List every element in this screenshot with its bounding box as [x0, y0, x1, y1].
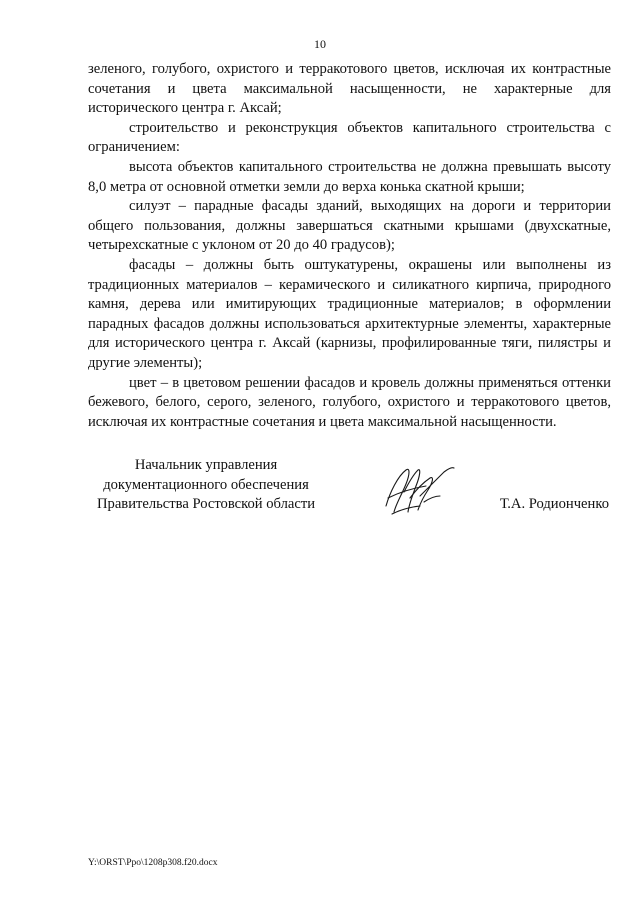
paragraph-silhouette: силуэт – парадные фасады зданий, выходящих на дороги и территории общего пользования, должны завершаться скатными крышами (двухскатные, четырехскатные с уклоном от 20 до 40 градусов); [88, 198, 611, 254]
signatory-title-line: документационного обеспечения [103, 476, 309, 493]
paragraph-construction: строительство и реконструкция объектов капитального строительства с ограничением: [88, 119, 611, 156]
handwritten-signature [380, 462, 456, 520]
signatory-title-line: Начальник управления [134, 457, 278, 473]
document-body [88, 60, 611, 432]
footer-file-path: Y:\ORST\Ppo\1208p308.f20.docx [88, 858, 218, 868]
paragraph-height: высота объектов капитального строительства не должна превышать высоту 8,0 метра от основной отметки земли до верха конька скатной крыши; [88, 158, 611, 195]
signatory-title [88, 456, 324, 515]
paragraph-facades: фасады – должны быть оштукатурены, окрашены или выполнены из традиционных материалов – керамического и силикатного кирпича, природного камня, дерева или имитирующих традиционные материалов; в оформлении парадных фасадов должны использоваться архитектурные элементы, характерные для исторического центра г. Аксай (карнизы, профилированные тяги, пилястры и другие элементы); [88, 256, 611, 371]
paragraph-continued: зеленого, голубого, охристого и терракотового цветов, исключая их контрастные сочетания и цвета максимальной насыщенности, не характерные для исторического центра г. Аксай; [88, 61, 611, 117]
signature-block [88, 456, 611, 526]
page-number: 10 [314, 37, 326, 51]
signatory-title-line: Правительства Ростовской области [96, 496, 316, 513]
signatory-name: Т.А. Родионченко [499, 496, 609, 512]
paragraph-color: цвет – в цветовом решении фасадов и кровель должны применяться оттенки бежевого, белого, серого, зеленого, голубого, охристого и терракотового цветов, исключая их контрастные сочетания и цвета максимальной насыщенности. [88, 374, 611, 430]
